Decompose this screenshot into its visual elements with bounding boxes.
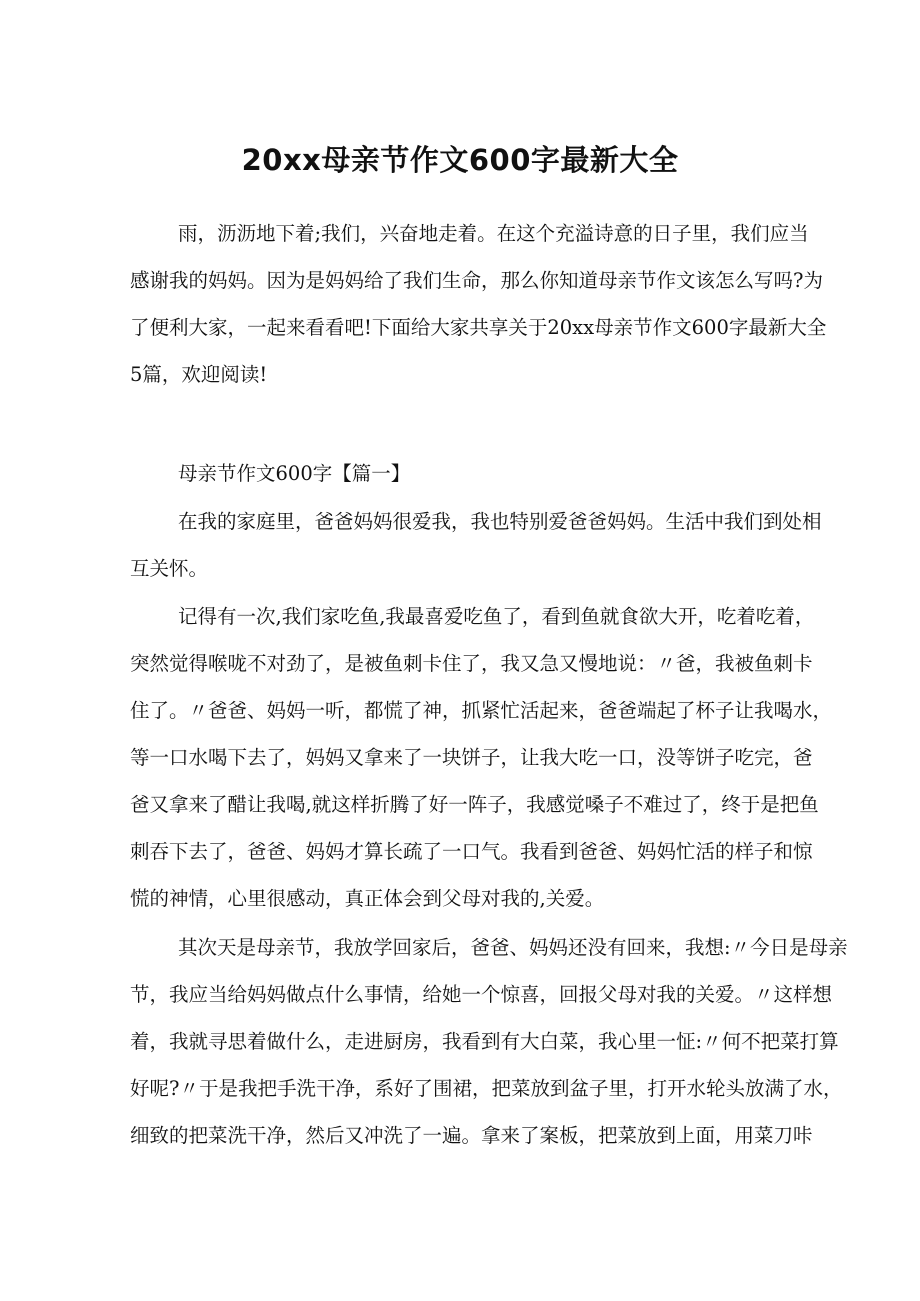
paragraph-2-line-3: 住了。〃爸爸、妈妈一听，都慌了神，抓紧忙活起来，爸爸端起了杯子让我喝水， [130,699,833,722]
paragraph-3-line-2: 节，我应当给妈妈做点什么事情，给她一个惊喜，回报父母对我的关爱。〃这样想 [130,983,833,1006]
intro-line-1: 雨，沥沥地下着;我们，兴奋地走着。在这个充溢诗意的日子里，我们应当 [178,222,809,245]
paragraph-3-line-5: 细致的把菜洗干净，然后又冲洗了一遍。拿来了案板，把菜放到上面，用菜刀咔 [130,1124,813,1147]
document-title: 20xx母亲节作文600字最新大全 [241,143,679,177]
paragraph-2-line-1: 记得有一次,我们家吃鱼,我最喜爱吃鱼了，看到鱼就食欲大开，吃着吃着， [178,605,815,628]
paragraph-2-line-5: 爸又拿来了醋让我喝,就这样折腾了好一阵子，我感觉嗓子不难过了，终于是把鱼 [130,793,819,816]
paragraph-2-line-2: 突然觉得喉咙不对劲了，是被鱼刺卡住了，我又急又慢地说：〃爸，我被鱼刺卡 [130,652,813,675]
paragraph-3-line-4: 好呢?〃于是我把手洗干净，系好了围裙，把菜放到盆子里，打开水轮头放满了水， [130,1077,843,1100]
intro-line-4: 5篇，欢迎阅读! [130,363,268,386]
paragraph-3-line-3: 着，我就寻思着做什么，走进厨房，我看到有大白菜，我心里一怔:〃何不把菜打算 [130,1030,839,1053]
intro-line-2: 感谢我的妈妈。因为是妈妈给了我们生命，那么你知道母亲节作文该怎么写吗?为 [130,269,823,292]
paragraph-2-line-4: 等一口水喝下去了，妈妈又拿来了一块饼子，让我大吃一口，没等饼子吃完，爸 [130,746,813,769]
intro-line-3: 了便利大家，一起来看看吧!下面给大家共享关于20xx母亲节作文600字最新大全 [130,316,827,339]
paragraph-3-line-1: 其次天是母亲节，我放学回家后，爸爸、妈妈还没有回来，我想:〃今日是母亲 [178,936,848,959]
paragraph-1-line-1: 在我的家庭里，爸爸妈妈很爱我，我也特别爱爸爸妈妈。生活中我们到处相 [178,510,822,533]
paragraph-2-line-7: 慌的神情，心里很感动，真正体会到父母对我的,关爱。 [130,887,605,910]
paragraph-2-line-6: 刺吞下去了，爸爸、妈妈才算长疏了一口气。我看到爸爸、妈妈忙活的样子和惊 [130,840,813,863]
paragraph-1-line-2: 互关怀。 [130,557,209,580]
section-heading: 母亲节作文600字【篇一】 [178,462,411,485]
